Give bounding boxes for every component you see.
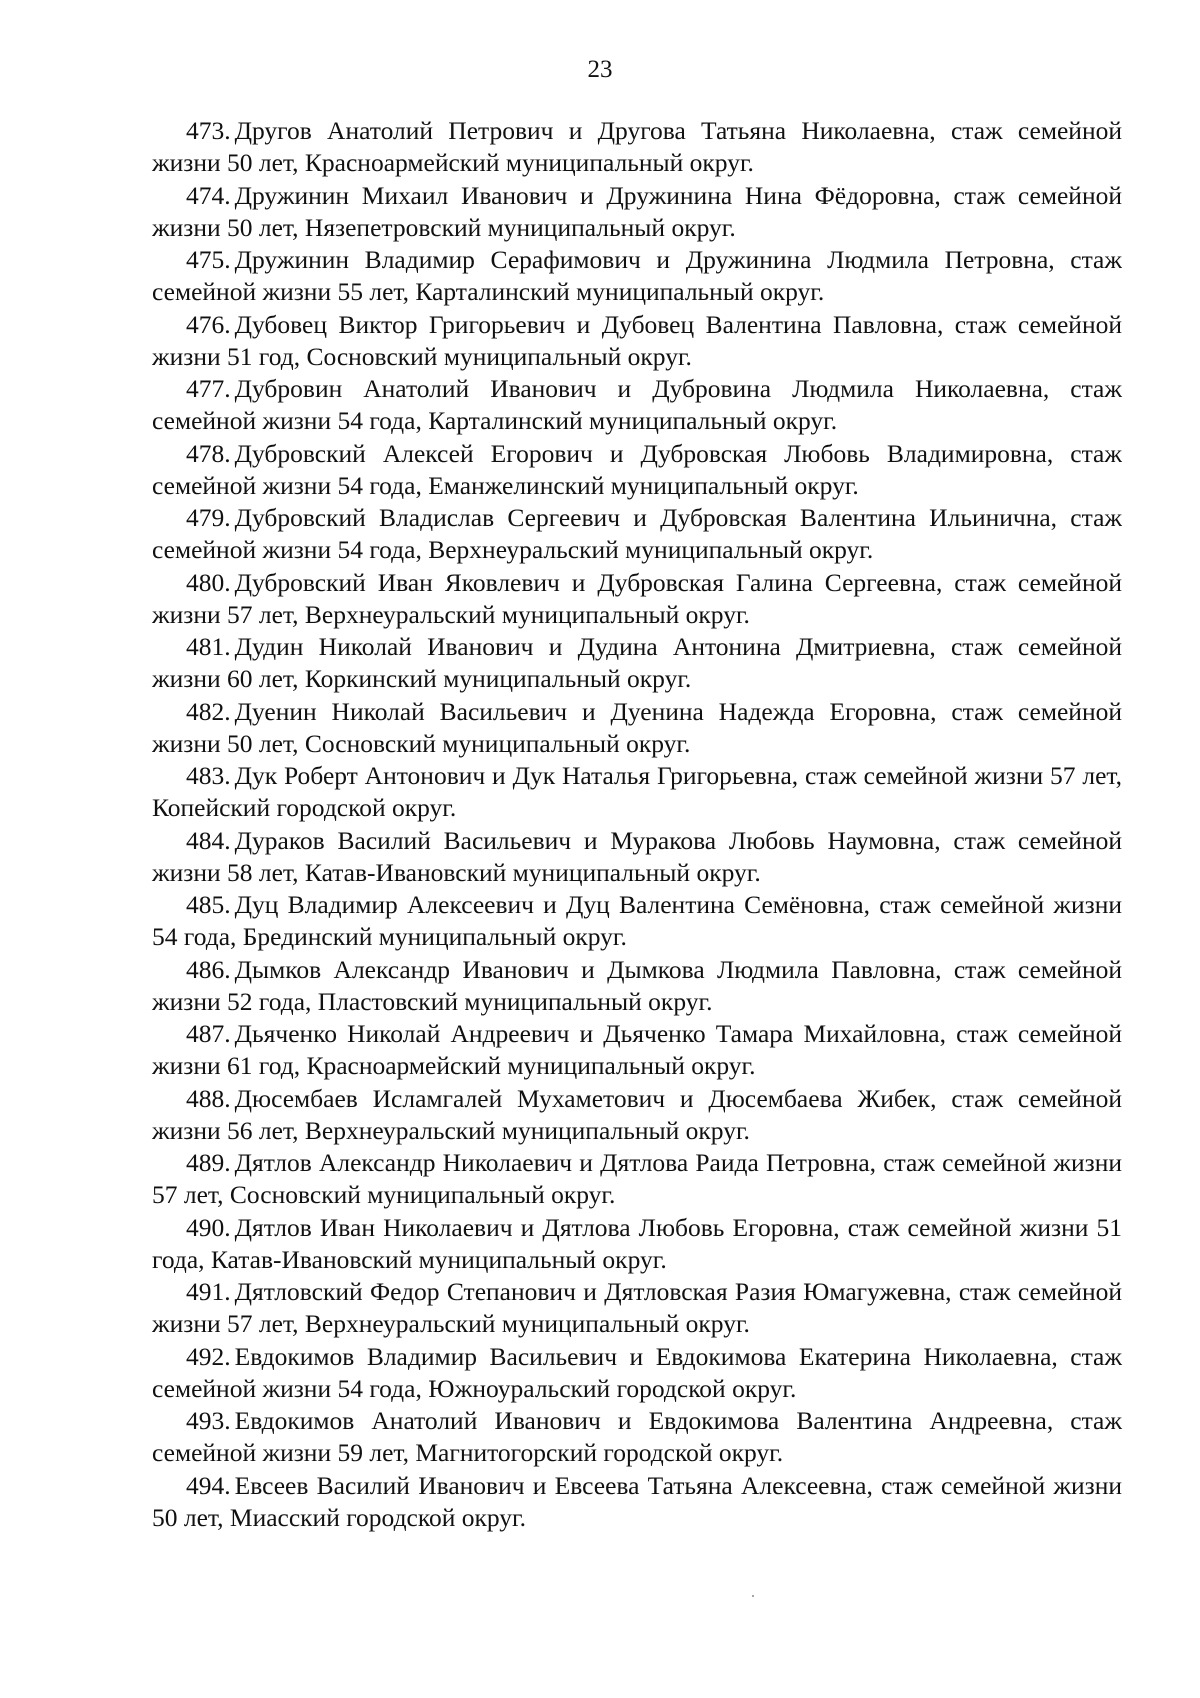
entry-text: Дубровский Владислав Сергеевич и Дубровская Валентина Ильинична, стаж семейной жизни 54 года, Верхнеуральский муниципальный округ.: [152, 503, 1122, 564]
entry-text: Дружинин Михаил Иванович и Дружинина Нина Фёдоровна, стаж семейной жизни 50 лет, Нязепетровский муниципальный округ.: [152, 180, 1122, 242]
entry-number: 478.: [186, 438, 231, 468]
entry-number: 479.: [186, 503, 231, 532]
entry-text: Дуц Владимир Алексеевич и Дуц Валентина Семёновна, стаж семейной жизни 54 года, Брединский муниципальный округ.: [152, 890, 1122, 951]
list-item: [152, 115, 1122, 179]
list-item: [152, 696, 1122, 760]
list-item: [152, 889, 1122, 953]
entry-number: 488.: [186, 1083, 231, 1113]
entry-number: 486.: [186, 954, 231, 984]
entry-text: Дубровский Алексей Егорович и Дубровская Любовь Владимировна, стаж семейной жизни 54 года, Еманжелинский муниципальный округ.: [152, 438, 1122, 500]
list-item: [152, 1341, 1122, 1405]
entry-text: Дуенин Николай Васильевич и Дуенина Надежда Егоровна, стаж семейной жизни 50 лет, Сосновский муниципальный округ.: [152, 696, 1122, 758]
list-item: [152, 180, 1122, 244]
entry-number: 477.: [186, 374, 231, 403]
entry-text: Дятлов Иван Николаевич и Дятлова Любовь Егоровна, стаж семейной жизни 51 года, Катав-Ивановский муниципальный округ.: [152, 1212, 1122, 1274]
entry-text: Дураков Василий Васильевич и Муракова Любовь Наумовна, стаж семейной жизни 58 лет, Катав-Ивановский муниципальный округ.: [152, 825, 1122, 887]
entry-text: Дубровский Иван Яковлевич и Дубровская Галина Сергеевна, стаж семейной жизни 57 лет, Верхнеуральский муниципальный округ.: [152, 567, 1122, 629]
list-item: [152, 502, 1122, 566]
entry-text: Дюсембаев Исламгалей Мухаметович и Дюсембаева Жибек, стаж семейной жизни 56 лет, Верхнеуральский муниципальный округ.: [152, 1083, 1122, 1145]
entry-number: 490.: [186, 1212, 231, 1242]
list-item: [152, 438, 1122, 502]
entry-text: Дружинин Владимир Серафимович и Дружинина Людмила Петровна, стаж семейной жизни 55 лет, Карталинский муниципальный округ.: [152, 245, 1122, 306]
entry-number: 476.: [186, 309, 231, 339]
entry-number: 474.: [186, 180, 231, 210]
list-item: [152, 1212, 1122, 1276]
list-item: [152, 1018, 1122, 1082]
list-item: [152, 373, 1122, 437]
entry-number: 484.: [186, 825, 231, 855]
entry-number: 492.: [186, 1341, 231, 1371]
entry-text: Дудин Николай Иванович и Дудина Антонина Дмитриевна, стаж семейной жизни 60 лет, Коркинский муниципальный округ.: [152, 632, 1122, 693]
scan-speck: [752, 1595, 754, 1597]
entry-text: Дьяченко Николай Андреевич и Дьяченко Тамара Михайловна, стаж семейной жизни 61 год, Красноармейский муниципальный округ.: [152, 1019, 1122, 1080]
entry-text: Дук Роберт Антонович и Дук Наталья Григорьевна, стаж семейной жизни 57 лет, Копейский городской округ.: [152, 761, 1122, 822]
list-item: [152, 567, 1122, 631]
entry-number: 473.: [186, 116, 231, 145]
entry-number: 480.: [186, 567, 231, 597]
list-item: [152, 760, 1122, 824]
entry-number: 494.: [186, 1470, 231, 1500]
entry-text: Евдокимов Владимир Васильевич и Евдокимова Екатерина Николаевна, стаж семейной жизни 54 года, Южноуральский городской округ.: [152, 1341, 1122, 1403]
entry-number: 489.: [186, 1148, 231, 1177]
entry-text: Дубовец Виктор Григорьевич и Дубовец Валентина Павловна, стаж семейной жизни 51 год, Сосновский муниципальный округ.: [152, 309, 1122, 371]
list-item: [152, 825, 1122, 889]
list-item: [152, 1405, 1122, 1469]
entry-number: 485.: [186, 890, 231, 919]
entry-number: 481.: [186, 632, 231, 661]
entry-text: Дятловский Федор Степанович и Дятловская Разия Юмагужевна, стаж семейной жизни 57 лет, Верхнеуральский муниципальный округ.: [152, 1277, 1122, 1338]
list-item: [152, 244, 1122, 308]
entry-text: Евдокимов Анатолий Иванович и Евдокимова Валентина Андреевна, стаж семейной жизни 59 лет, Магнитогорский городской округ.: [152, 1406, 1122, 1467]
entry-number: 482.: [186, 696, 231, 726]
page-number: 23: [587, 56, 613, 83]
entry-text: Другов Анатолий Петрович и Другова Татьяна Николаевна, стаж семейной жизни 50 лет, Красноармейский муниципальный округ.: [152, 116, 1122, 177]
entry-text: Евсеев Василий Иванович и Евсеева Татьяна Алексеевна, стаж семейной жизни 50 лет, Миасский городской округ.: [152, 1470, 1122, 1532]
entry-text: Дубровин Анатолий Иванович и Дубровина Людмила Николаевна, стаж семейной жизни 54 года, Карталинский муниципальный округ.: [152, 374, 1122, 435]
entry-number: 487.: [186, 1019, 231, 1048]
entry-list: [152, 115, 1122, 1534]
list-item: [152, 309, 1122, 373]
list-item: [152, 631, 1122, 695]
list-item: [152, 1083, 1122, 1147]
list-item: [152, 1470, 1122, 1534]
entry-number: 491.: [186, 1277, 231, 1306]
entry-text: Дымков Александр Иванович и Дымкова Людмила Павловна, стаж семейной жизни 52 года, Пластовский муниципальный округ.: [152, 954, 1122, 1016]
list-item: [152, 1147, 1122, 1211]
entry-number: 493.: [186, 1406, 231, 1435]
list-item: [152, 954, 1122, 1018]
entry-number: 483.: [186, 761, 231, 790]
list-item: [152, 1276, 1122, 1340]
entry-number: 475.: [186, 245, 231, 274]
entry-text: Дятлов Александр Николаевич и Дятлова Раида Петровна, стаж семейной жизни 57 лет, Сосновский муниципальный округ.: [152, 1148, 1122, 1209]
